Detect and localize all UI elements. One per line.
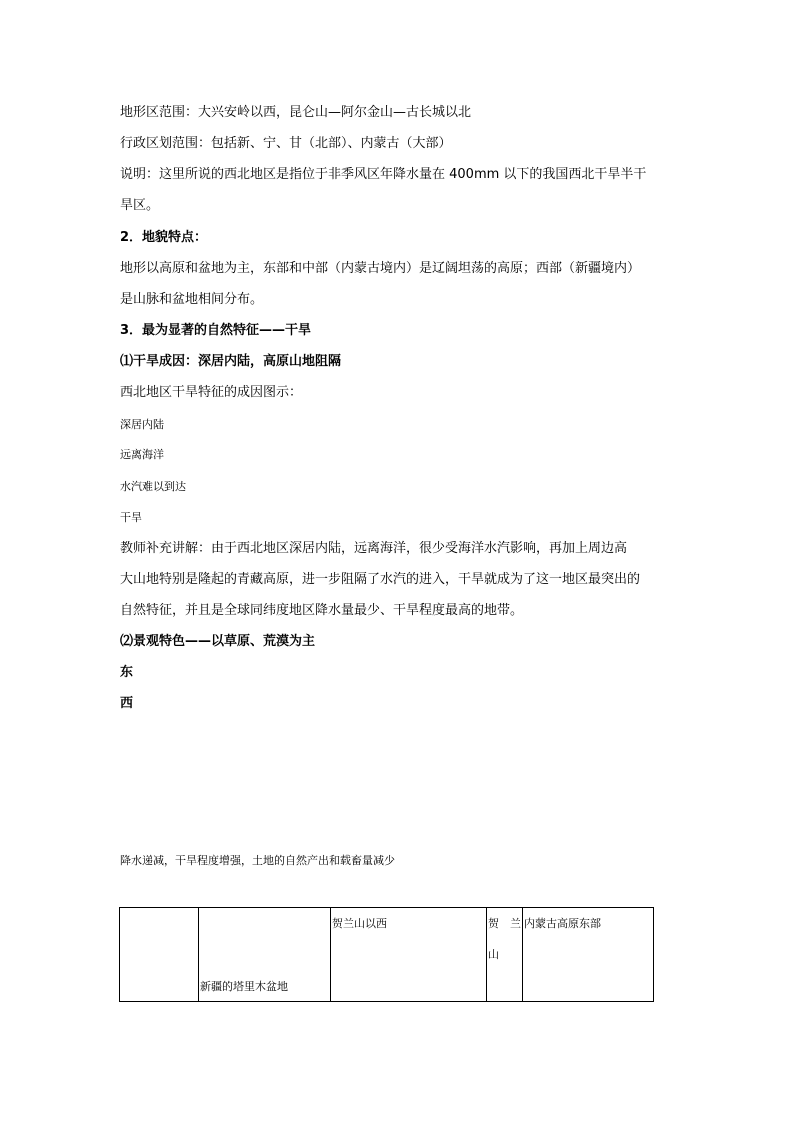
terrain-range-line: 地形区范围：大兴安岭以西，昆仑山—阿尔金山—古长城以北	[120, 105, 472, 120]
cell-inner-mongolia-east: 内蒙古高原东部	[524, 917, 601, 930]
cell-helan-char-1: 贺	[488, 917, 499, 930]
landscape-table	[119, 907, 654, 1002]
trend-line: 降水递减，干旱程度增强，土地的自然产出和载畜量减少	[120, 854, 395, 867]
heading-drought: 3．最为显著的自然特征——干旱	[120, 323, 312, 338]
table-divider-3	[486, 908, 487, 1001]
teacher-line-2: 大山地特别是隆起的青藏高原，进一步阻隔了水汽的进入，干旱就成为了这一地区最突出的	[120, 572, 641, 587]
cell-helan-char-2: 兰	[510, 917, 521, 930]
cell-helan-char-3: 山	[488, 948, 499, 961]
flow-item-drought: 干旱	[120, 511, 142, 524]
note-line-1: 说明：这里所说的西北地区是指位于非季风区年降水量在 400mm 以下的我国西北干旱半干	[120, 167, 647, 182]
table-divider-1	[198, 908, 199, 1001]
landform-line-2: 是山脉和盆地相间分布。	[120, 292, 264, 307]
teacher-line-1: 教师补充讲解：由于西北地区深居内陆，远离海洋，很少受海洋水汽影响，再加上周边高	[120, 541, 628, 556]
flow-item-vapor: 水汽难以到达	[120, 480, 186, 493]
flow-item-inland: 深居内陆	[120, 418, 164, 431]
cell-west-of-helan: 贺兰山以西	[332, 917, 387, 930]
label-east: 东	[120, 665, 134, 680]
teacher-line-3: 自然特征，并且是全球同纬度地区降水量最少、干旱程度最高的地带。	[120, 603, 524, 618]
landform-line-1: 地形以高原和盆地为主，东部和中部（内蒙古境内）是辽阔坦荡的高原；西部（新疆境内）	[120, 261, 641, 276]
note-line-2: 旱区。	[120, 198, 160, 213]
table-divider-2	[330, 908, 331, 1001]
subheading-drought-cause: ⑴干旱成因：深居内陆，高原山地阻隔	[120, 354, 342, 369]
heading-landform: 2．地貌特点：	[120, 230, 208, 245]
flow-item-far-ocean: 远离海洋	[120, 448, 164, 461]
cause-diagram-caption: 西北地区干旱特征的成因图示：	[120, 385, 303, 400]
admin-range-line: 行政区划范围：包括新、宁、甘（北部）、内蒙古（大部）	[120, 136, 452, 151]
cell-tarim-basin: 新疆的塔里木盆地	[200, 980, 288, 993]
label-west: 西	[120, 696, 134, 711]
table-divider-4	[522, 908, 523, 1001]
subheading-landscape: ⑵景观特色——以草原、荒漠为主	[120, 634, 316, 649]
